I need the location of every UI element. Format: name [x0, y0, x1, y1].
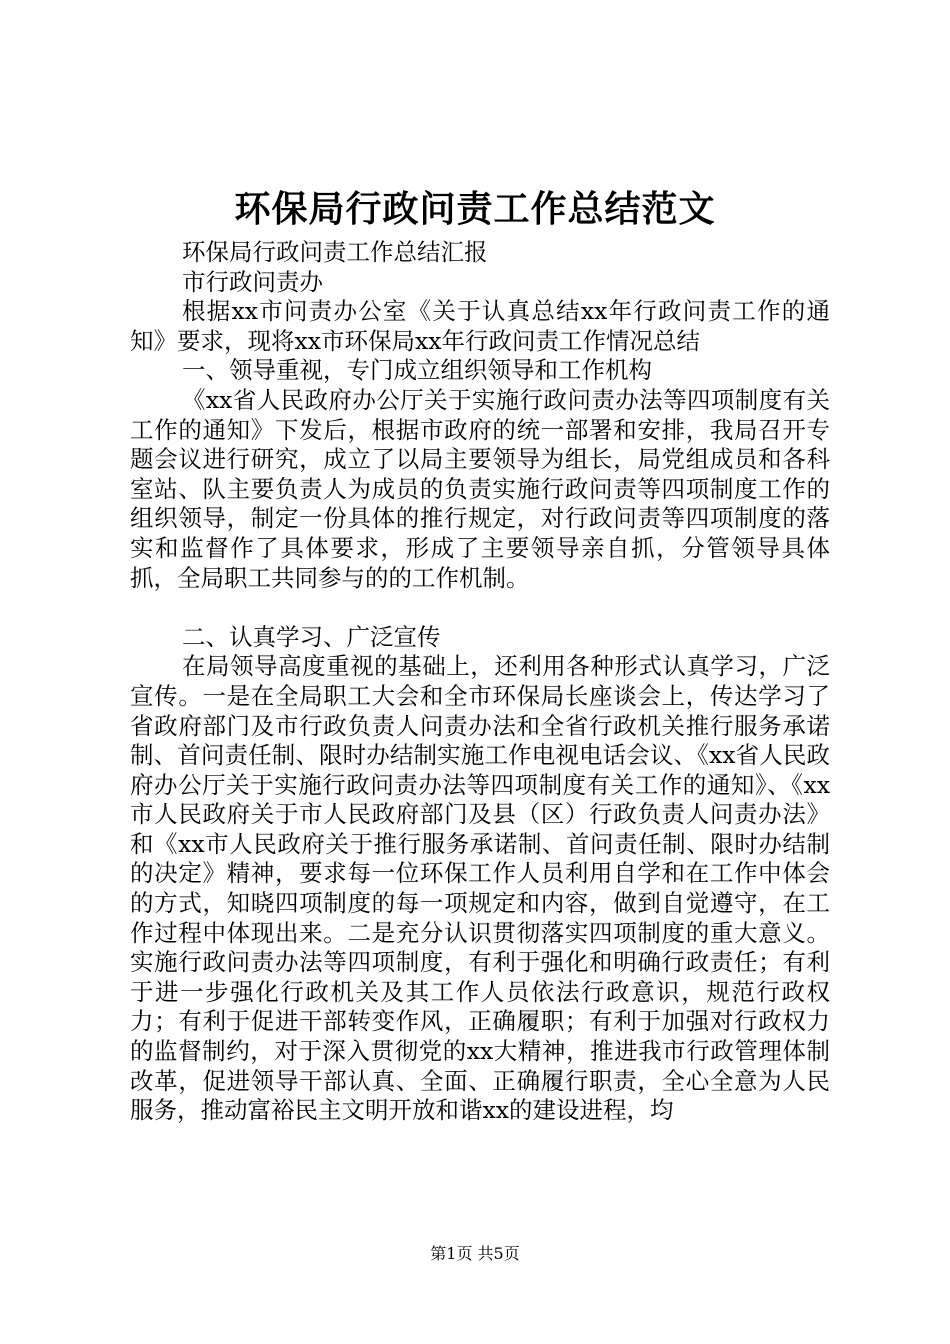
document-title: 环保局行政问责工作总结范文: [234, 188, 716, 230]
report-subtitle: 环保局行政问责工作总结汇报: [182, 238, 488, 266]
paragraph-spacer: [130, 593, 830, 623]
intro-paragraph: 根据xx市问责办公室《关于认真总结xx年行政问责工作的通知》要求，现将xx市环保局xx年行政问责工作情况总结: [130, 297, 830, 355]
section-1-paragraph: 《xx省人民政府办公厅关于实施行政问责办法等四项制度有关工作的通知》下发后，根据市政府的统一部署和安排，我局召开专题会议进行研究，成立了以局主要领导为组长，局党组成员和各科室站、队主要负责人为成员的负责实施行政问责等四项制度工作的组织领导，制定一份具体的推行规定，对行政问责等四项制度的落实和监督作了具体要求，形成了主要领导亲自抓，分管领导具体抓，全局职工共同参与的的工作机制。: [130, 385, 830, 592]
recipient-line: 市行政问责办: [182, 267, 323, 296]
page-footer: 第1页 共5页: [430, 1244, 520, 1263]
section-heading-1: 一、领导重视，专门成立组织领导和工作机构: [182, 356, 652, 385]
section-2-paragraph: 在局领导高度重视的基础上，还利用各种形式认真学习，广泛宣传。一是在全局职工大会和全市环保局长座谈会上，传达学习了省政府部门及市行政负责人问责办法和全省行政机关推行服务承诺制、首问责任制、限时办结制实施工作电视电话会议、《xx省人民政府办公厅关于实施行政问责办法等四项制度有关工作的通知》、《xx市人民政府关于市人民政府部门及县（区）行政负责人问责办法》和《xx市人民政府关于推行服务承诺制、首问责任制、限时办结制的决定》精神，要求每一位环保工作人员利用自学和在工作中体会的方式，知晓四项制度的每一项规定和内容，做到自觉遵守，在工作过程中体现出来。二是充分认识贯彻落实四项制度的重大意义。实施行政问责办法等四项制度，有利于强化和明确行政责任；有利于进一步强化行政机关及其工作人员依法行政意识，规范行政权力；有利于促进干部转变作风，正确履职；有利于加强对行政权力的监督制约，对于深入贯彻党的xx大精神，推进我市行政管理体制改革，促进领导干部认真、全面、正确履行职责，全心全意为人民服务，推动富裕民主文明开放和谐xx的建设进程，均: [130, 652, 830, 1125]
document-body: [130, 238, 830, 1126]
section-heading-2: 二、认真学习、广泛宣传: [182, 622, 441, 651]
